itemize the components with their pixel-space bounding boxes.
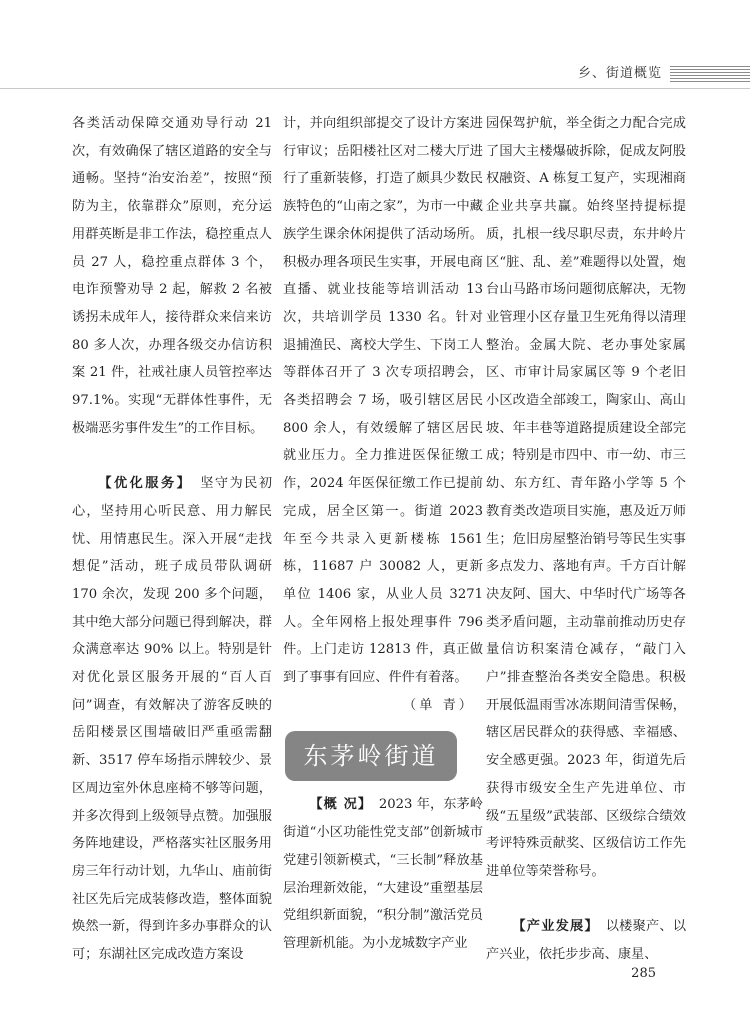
running-header — [0, 64, 750, 86]
text-column-2 — [283, 110, 483, 958]
paragraph-continued: 各类活动保障交通劝导行动 21 次，有效确保了辖区道路的安全与通畅。坚持“治安治差”，按照“预防为主，依靠群众”原则，充分运用群英断是非工作法，稳控重点人员 27 人，稳控重点群体 3 个，电诈预警劝导 2 起，解救 2 名被诱拐未成年人，接待群众来信来访 80 多人次，办理各级交办信访积案 21 件，社戒社康人员管控率达 97.1%。实现“无群体性事件，无极端恶劣事件发生”的工作目标。 — [72, 116, 272, 436]
paragraph-optimize-service — [72, 470, 272, 969]
paragraph-continued: 计，并向组织部提交了设计方案进行审议；岳阳楼社区对二楼大厅进行了重新装修，打造了颇具少数民族特色的“山南之家”，为市一中藏族学生课余休闲提供了活动场所。积极办理各项民生实事，开展电商直播、就业技能等培训活动 13 次，共培训学员 1330 名。针对退捕渔民、离校大学生、下岗工人等群体召开了 3 次专项招聘会，各类招聘会 7 场，吸引辖区居民 800 余人，有效缓解了辖区居民就业压力。全力推进医保征缴工作，2024 年医保征缴工作已提前完成，居全区第一。街道 2023 年至今共录入更新楼栋 1561 栋，11687 户 30082 人，更新单位 1406 家，从业人员 3271 人。全年网格上报处理事件 796 件。上门走访 12813 件，真正做到了事事有回应、件件有着落。 — [283, 116, 483, 686]
header-rule — [0, 88, 750, 89]
running-head-title: 乡、街道概览 — [577, 66, 662, 81]
paragraph-gap — [486, 886, 686, 914]
paragraph-gap — [72, 442, 272, 470]
text-column-1 — [72, 110, 272, 969]
paragraph-body: 以楼聚产、以产兴业，依托步步高、康星、 — [486, 919, 687, 963]
paragraph-body: 坚守为民初心，坚持用心听民意、用力解民忧、用情惠民生。深入开展“走找想促”活动，班子成员带队调研 170 余次，发现 200 多个问题，其中绝大部分问题已得到解决，群众满意率达 90% 以上。特别是针对优化景区服务开展的“百人百问”调查，有效解决了游客反映的岳阳楼景区围墙破旧严重亟需翻新、3517 停车场指示牌较少、景区周边室外休息座椅不够等问题，并多次得到上级领导点赞。加强服务阵地建设，严格落实社区服务用房三年行动计划，九华山、庙前街社区先后完成装修改造，整体面貌焕然一新，得到许多办事群众的认可；东湖社区完成改造方案设 — [72, 476, 273, 963]
paragraph-body: 2023 年，东茅岭街道“小区功能性党支部”创新城市党建引领新模式，“三长制”释放基层治理新效能，“大建设”重塑基层党组织新面貌，“积分制”激活党员管理新机能。为小龙城数字产业 — [283, 797, 483, 951]
section-heading-industry-development: 【产业发展】 — [512, 919, 593, 935]
paragraph-overview — [283, 791, 483, 957]
section-title-dongmaoling: 东茅岭街道 — [285, 731, 457, 781]
text-column-3 — [486, 110, 686, 969]
header-stripe-decoration — [670, 66, 750, 82]
page-number: 285 — [631, 966, 656, 981]
paragraph-continued: 园保驾护航，举全街之力配合完成了国大主楼爆破拆除，促成友阿股权融资、A 栋复工复产，实现湘商企业共享共赢。始终坚持提标提质，扎根一线尽职尽责，东井岭片区“脏、乱、差”难题得以处置，炮台山马路市场问题彻底解决，无物业管理小区存量卫生死角得以清理整治。金属大院、老办事处家属区、市审计局家属区等 9 个老旧小区改造全部竣工，陶家山、高山坡、年丰巷等道路提质建设全部完成；特别是市四中、市一幼、市三幼、东方红、青年路小学等 5 个教育类改造项目实施，惠及近万师生；危旧房屋整治销号等民生实事多点发力、落地有声。千方百计解决友阿、国大、中华时代广场等各类矛盾问题，主动靠前推动历史存量信访积案清仓减存，“敲门入户”排查整治各类安全隐患。积极开展低温雨雪冰冻期间清雪保畅，辖区居民群众的获得感、幸福感、安全感更强。2023 年，街道先后获得市级安全生产先进单位、市级“五星级”武装部、区级综合绩效考评特殊贡献奖、区级信访工作先进单位等荣誉称号。 — [486, 116, 686, 879]
section-heading-overview: 【概 况】 — [309, 797, 366, 813]
paragraph-industry-development — [486, 913, 686, 968]
author-signature: （单 青） — [403, 697, 475, 713]
section-heading-optimize-service: 【优化服务】 — [98, 476, 186, 492]
